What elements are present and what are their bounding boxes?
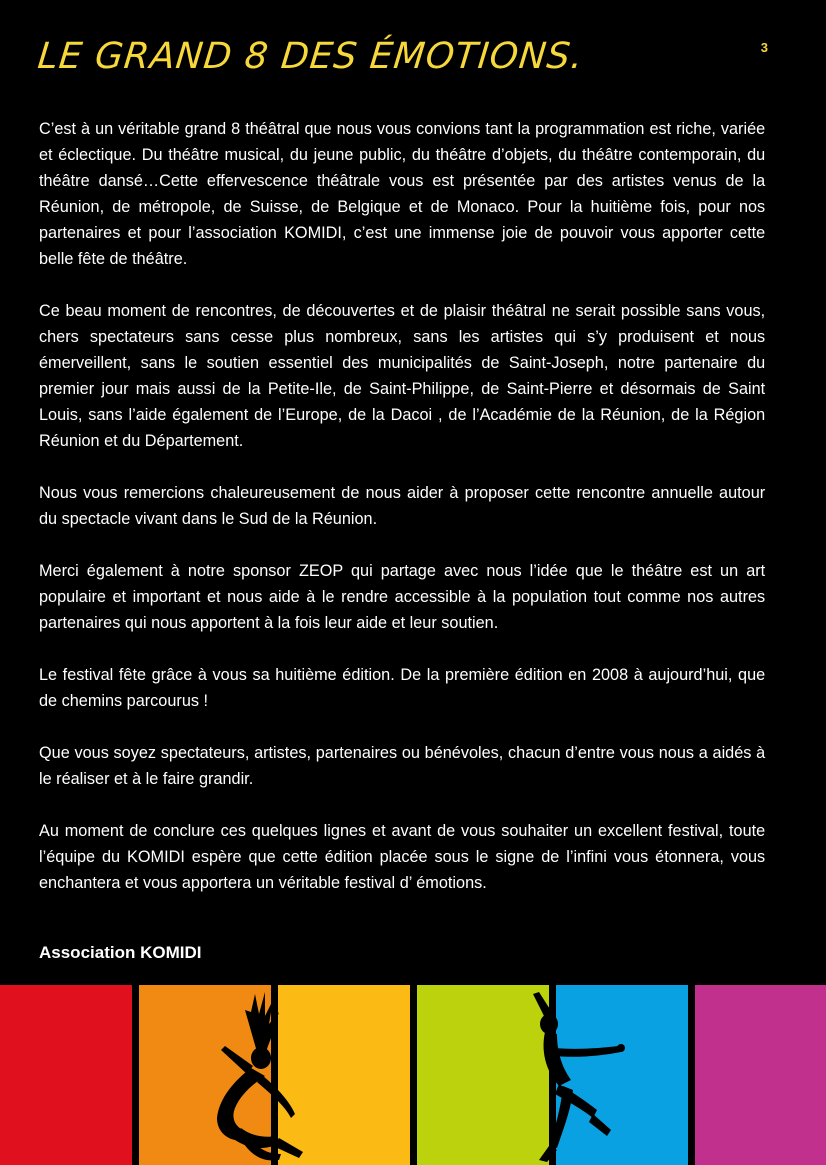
dancer-silhouette-left bbox=[195, 990, 315, 1165]
paragraph-intro: C’est à un véritable grand 8 théâtral que nous vous convions tant la programmation est riche, variée et éclectique. Du théâtre musical, du jeune public, du théâtre d’objets, du théâtre contemporain, du théâtre dansé…Cette effervescence théâtrale vous est présentée par des artistes venus de la Réunion, de métropole, de Suisse, de Belgique et de Monaco. Pour la huitième fois, pour nos partenaires et pour l’association KOMIDI, c’est une immense joie de pouvoir vous apporter cette belle fête de théâtre. bbox=[39, 119, 766, 268]
paragraph-edition: Le festival fête grâce à vous sa huitième édition. De la première édition en 2008 à aujourd’hui, que de chemins parcourus ! bbox=[39, 665, 766, 710]
paragraph-volunteers: Que vous soyez spectateurs, artistes, partenaires ou bénévoles, chacun d’entre vous nous a aidés à le réaliser et à le faire grandir. bbox=[39, 743, 766, 788]
stripe-red bbox=[0, 985, 132, 1165]
dancer-silhouette-right bbox=[525, 990, 635, 1165]
page-number: 3 bbox=[760, 40, 768, 55]
paragraph-thanks-partners: Ce beau moment de rencontres, de découvertes et de plaisir théâtral ne serait possible sans vous, chers spectateurs sans cesse plus nombreux, sans les artistes qui s’y produisent et nous émerveillent, sans le soutien essentiel des municipalités de Saint-Joseph, notre partenaire du premier jour mais aussi de la Petite-Ile, de Saint-Philippe, de Saint-Pierre et désormais de Saint Louis, sans l’aide également de l’Europe, de la Dacoi , de l’Académie de la Réunion, de la Région Réunion et du Département. bbox=[39, 301, 766, 450]
paragraph-thanks-audience: Nous vous remercions chaleureusement de nous aider à proposer cette rencontre annuelle autour du spectacle vivant dans le Sud de la Réunion. bbox=[39, 483, 766, 528]
page-title: LE GRAND 8 DES ÉMOTIONS. bbox=[35, 36, 586, 77]
paragraph-conclusion: Au moment de conclure ces quelques lignes et avant de vous souhaiter un excellent festival, toute l’équipe du KOMIDI espère que cette édition placée sous le signe de l’infini vous étonnera, vous enchantera et vous apportera un véritable festival d’ émotions. bbox=[39, 821, 766, 892]
body-text bbox=[39, 116, 765, 922]
color-stripes bbox=[0, 985, 826, 1165]
stripe-magenta bbox=[695, 985, 826, 1165]
signature: Association KOMIDI bbox=[39, 943, 202, 962]
paragraph-sponsor: Merci également à notre sponsor ZEOP qui partage avec nous l’idée que le théâtre est un art populaire et important et nous aide à le rendre accessible à la population tout comme nos autres partenaires qui nous apportent à la fois leur aide et leur soutien. bbox=[39, 561, 766, 632]
